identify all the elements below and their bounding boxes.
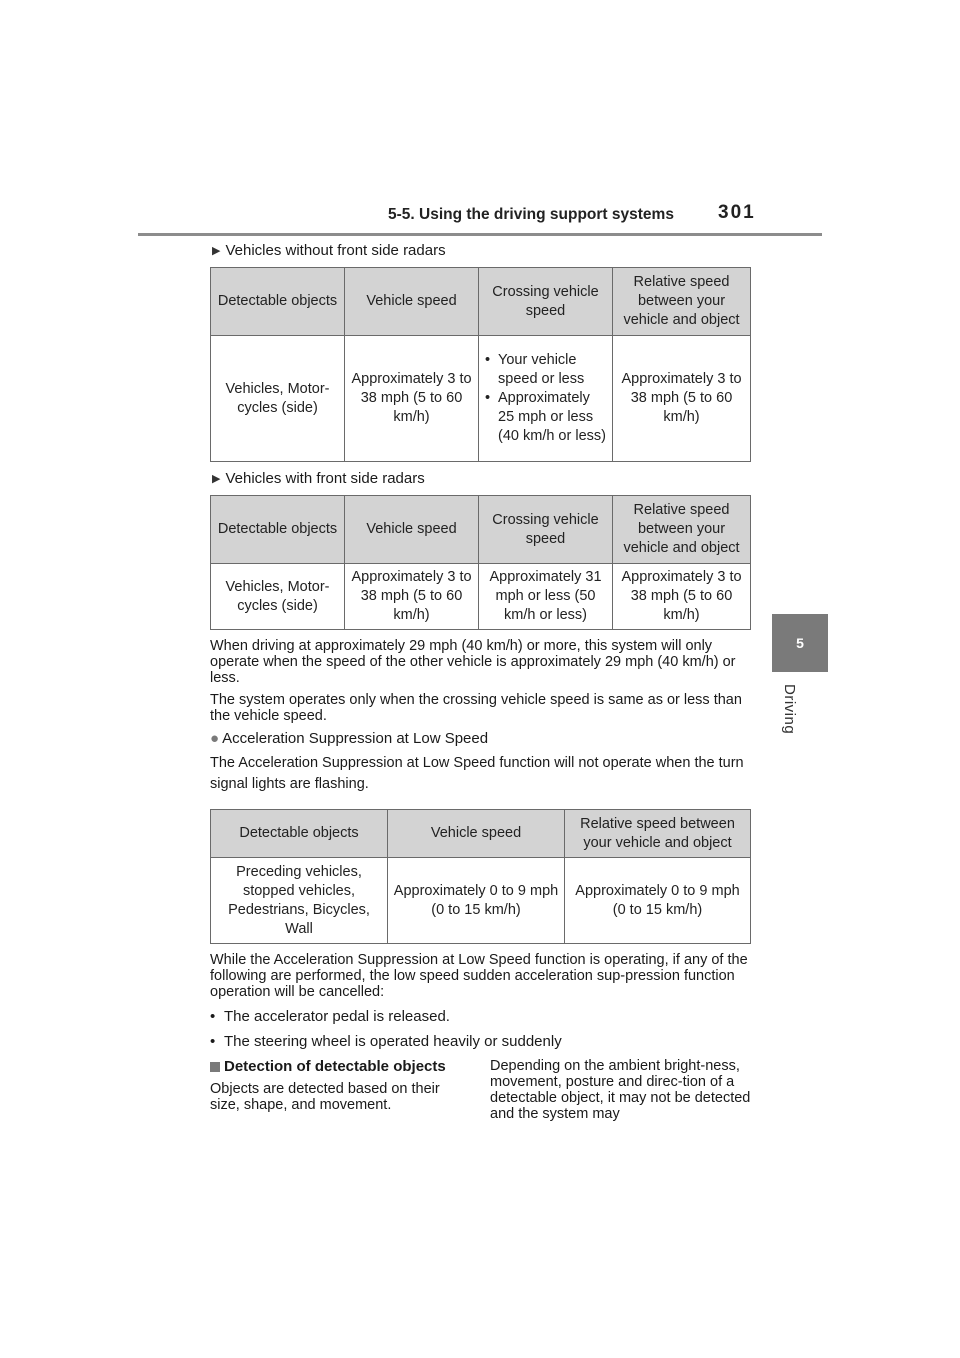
col-header: Detectable objects xyxy=(211,496,345,564)
circle-bullet-icon: ● xyxy=(210,730,220,747)
paragraph-crossing-condition: The system operates only when the crossing vehicle speed is same as or less than the vehicle speed. xyxy=(210,692,742,724)
bullet-text: The steering wheel is operated heavily or suddenly xyxy=(224,1033,562,1050)
page-number: 301 xyxy=(718,202,756,223)
triangle-bullet-icon: ▶ xyxy=(212,473,221,485)
paragraph-speed-condition: When driving at approximately 29 mph (40 km/h) or more, this system will only operate when the speed of the other vehicle is approximately 29 mph (40 km/h) or less. xyxy=(210,638,736,686)
chapter-label: Driving xyxy=(781,684,798,735)
table-header-row xyxy=(211,268,751,336)
two-column-section xyxy=(210,1058,752,1126)
triangle-bullet-icon: ▶ xyxy=(212,245,221,257)
list-item xyxy=(210,1033,752,1050)
cell-crossing-speed xyxy=(479,336,613,462)
subsection-heading-without-radars xyxy=(210,242,752,259)
table-header-row xyxy=(211,810,751,858)
cell-objects: Preceding vehicles, stopped vehicles, Pedestrians, Bicycles, Wall xyxy=(211,858,388,944)
table-header-row xyxy=(211,496,751,564)
table-row xyxy=(211,564,751,630)
col-header: Relative speed between your vehicle and object xyxy=(565,810,751,858)
chapter-tab: 5 xyxy=(772,614,828,672)
cell-relative-speed: Approximately 0 to 9 mph (0 to 15 km/h) xyxy=(565,858,751,944)
col-header: Vehicle speed xyxy=(345,496,479,564)
col-header: Vehicle speed xyxy=(388,810,565,858)
subsection-title: Vehicles with front side radars xyxy=(225,470,425,487)
detection-right-text: Depending on the ambient bright-ness, movement, posture and direc-tion of a detectable object, it may not be detected and the system may xyxy=(490,1058,751,1122)
page-content xyxy=(210,242,752,1126)
list-item: • Your vehicle speed or less xyxy=(483,351,608,389)
cell-relative-speed: Approximately 3 to 38 mph (5 to 60 km/h) xyxy=(613,336,751,462)
table-low-speed xyxy=(210,809,751,944)
cell-objects: Vehicles, Motor-cycles (side) xyxy=(211,564,345,630)
col-header: Vehicle speed xyxy=(345,268,479,336)
paragraph-cancel-conditions: While the Acceleration Suppression at Low Speed function is operating, if any of the following are performed, the low speed sudden acceleration sup-pression function operation will be cancelled: xyxy=(210,952,748,1000)
left-column xyxy=(210,1058,472,1126)
col-header: Detectable objects xyxy=(211,268,345,336)
bullet-dot-icon: • xyxy=(210,1033,216,1050)
right-column xyxy=(490,1058,752,1126)
list-item: • Approximately 25 mph or less (40 km/h or less) xyxy=(483,389,608,446)
paragraph-low-speed-intro: The Acceleration Suppression at Low Speed function will not operate when the turn signal lights are flashing. xyxy=(210,755,744,792)
col-header: Relative speed between your vehicle and object xyxy=(613,268,751,336)
table-without-radars xyxy=(210,267,751,462)
cell-vehicle-speed: Approximately 3 to 38 mph (5 to 60 km/h) xyxy=(345,336,479,462)
bullet-text: The accelerator pedal is released. xyxy=(224,1008,450,1025)
subsection-title: Vehicles without front side radars xyxy=(225,242,446,259)
table-row xyxy=(211,858,751,944)
cell-crossing-speed: Approximately 31 mph or less (50 km/h or less) xyxy=(479,564,613,630)
col-header: Relative speed between your vehicle and object xyxy=(613,496,751,564)
cell-vehicle-speed: Approximately 0 to 9 mph (0 to 15 km/h) xyxy=(388,858,565,944)
cell-vehicle-speed: Approximately 3 to 38 mph (5 to 60 km/h) xyxy=(345,564,479,630)
cell-objects: Vehicles, Motor-cycles (side) xyxy=(211,336,345,462)
col-header: Crossing vehicle speed xyxy=(479,268,613,336)
subsection-heading-low-speed xyxy=(210,730,752,747)
col-header: Crossing vehicle speed xyxy=(479,496,613,564)
section-header: 5-5. Using the driving support systems xyxy=(388,206,674,223)
bullet-dot-icon: • xyxy=(210,1008,216,1025)
detection-heading xyxy=(210,1058,472,1075)
subsection-title: Acceleration Suppression at Low Speed xyxy=(222,730,489,747)
detection-left-text: Objects are detected based on their size, shape, and movement. xyxy=(210,1081,440,1113)
detection-title: Detection of detectable objects xyxy=(224,1058,446,1075)
list-item xyxy=(210,1008,752,1025)
col-header: Detectable objects xyxy=(211,810,388,858)
cell-relative-speed: Approximately 3 to 38 mph (5 to 60 km/h) xyxy=(613,564,751,630)
square-bullet-icon xyxy=(210,1062,220,1072)
header-divider xyxy=(138,233,822,236)
table-with-radars xyxy=(210,495,751,630)
table-row xyxy=(211,336,751,462)
subsection-heading-with-radars xyxy=(210,470,752,487)
